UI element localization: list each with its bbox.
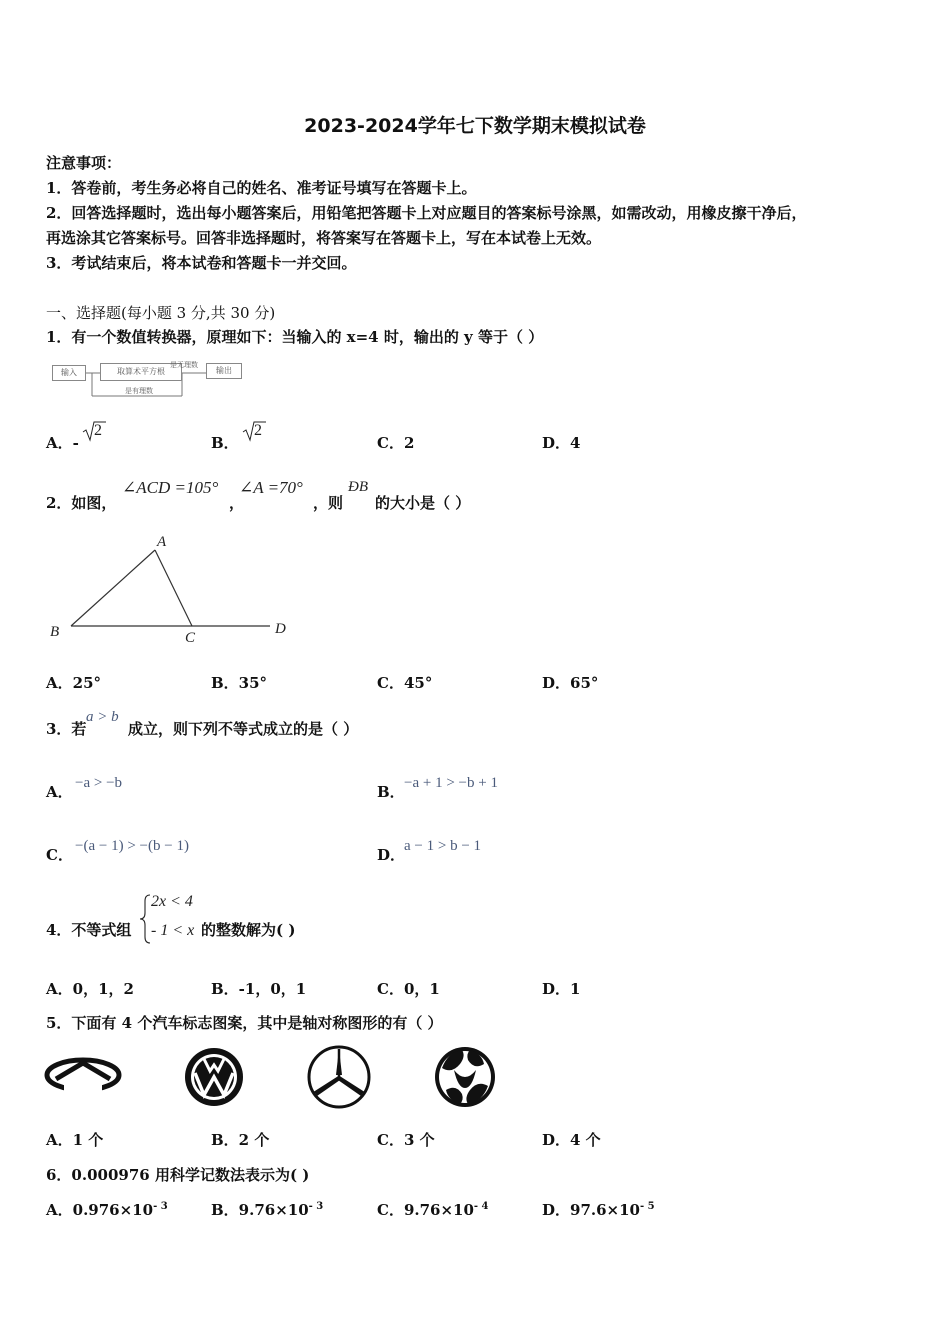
q3-option-b[interactable]: B． <box>377 783 405 801</box>
question-2-prefix: 2．如图， <box>46 494 117 512</box>
q6-option-c-text: C．9.76×10 <box>377 1201 474 1219</box>
flowchart <box>50 358 250 400</box>
q3-condition: a > b <box>86 709 119 725</box>
brace-icon <box>138 893 152 945</box>
q1-option-b[interactable]: B． <box>211 434 239 452</box>
q3-option-d[interactable]: D． <box>377 846 406 864</box>
question-4-suffix: 的整数解为( ) <box>201 921 296 939</box>
triangle-figure <box>45 530 295 650</box>
q3-option-a-expr: −a > −b <box>75 775 123 791</box>
q6-option-a[interactable] <box>46 1199 168 1220</box>
q6-option-b[interactable] <box>211 1199 323 1220</box>
q5-option-a[interactable]: A．1 个 <box>46 1131 104 1149</box>
q6-option-b-text: B．9.76×10 <box>211 1201 309 1219</box>
q1-option-d[interactable]: D．4 <box>542 434 581 452</box>
q4-inequality-2: - 1 < x <box>151 922 195 939</box>
q4-option-b[interactable]: B．-1，0，1 <box>211 980 307 998</box>
question-4-prefix: 4．不等式组 <box>46 921 132 939</box>
notice-item: 2．回答选择题时，选出每小题答案后，用铅笔把答题卡上对应题目的答案标号涂黑，如需改动，用橡皮擦干净后， <box>46 204 807 222</box>
q2-option-c[interactable]: C．45° <box>377 674 433 692</box>
q1-option-a[interactable]: A．- <box>46 434 79 452</box>
notice-item: 再选涂其它答案标号。回答非选择题时，将答案写在答题卡上，写在本试卷上无效。 <box>46 229 602 247</box>
volkswagen-logo-icon <box>182 1045 246 1109</box>
q1-option-a-value: 2 <box>94 422 102 439</box>
q2-target-angle: ÐB <box>348 479 368 495</box>
flow-process-box: 取算术平方根 <box>100 363 182 381</box>
q3-option-d-expr: a − 1 > b − 1 <box>404 838 482 854</box>
point-label-c: C <box>185 630 196 646</box>
q4-option-a[interactable]: A．0，1，2 <box>46 980 134 998</box>
q4-option-d[interactable]: D．1 <box>542 980 581 998</box>
q6-option-a-text: A．0.976×10 <box>46 1201 154 1219</box>
point-label-b: B <box>50 624 60 640</box>
notice-item: 3．考试结束后，将本试卷和答题卡一并交回。 <box>46 254 357 272</box>
flow-input-box: 输入 <box>52 365 86 381</box>
q2-option-d[interactable]: D．65° <box>542 674 599 692</box>
q2-angle-a: ∠A =70° <box>239 478 303 497</box>
q1-option-b-value: 2 <box>254 422 262 439</box>
dongfeng-logo-icon <box>432 1044 498 1110</box>
flow-irrational-label: 是无理数 <box>170 361 198 369</box>
q5-option-d[interactable]: D．4 个 <box>542 1131 601 1149</box>
q2-then: ，则 <box>313 494 344 512</box>
q2-comma: ， <box>229 494 245 512</box>
q5-option-c[interactable]: C．3 个 <box>377 1131 435 1149</box>
point-label-d: D <box>275 621 286 637</box>
notice-heading: 注意事项： <box>46 154 122 172</box>
flow-rational-label: 是有理数 <box>125 387 153 395</box>
mercedes-logo-icon <box>305 1044 373 1110</box>
q4-inequality-1: 2x < 4 <box>151 893 193 910</box>
notice-item: 1．答卷前，考生务必将自己的姓名、准考证号填写在答题卡上。 <box>46 179 477 197</box>
q6-option-c-exponent: - 4 <box>473 1201 489 1212</box>
question-5-stem: 5．下面有 4 个汽车标志图案，其中是轴对称图形的有（ ） <box>46 1014 443 1032</box>
triangle-lines <box>45 530 295 650</box>
question-1-stem: 1．有一个数值转换器，原理如下：当输入的 x=4 时，输出的 y 等于（ ） <box>46 328 544 346</box>
question-2-suffix: 的大小是（ ） <box>375 494 471 512</box>
q2-angle-acd: ∠ACD =105° <box>122 478 219 497</box>
flow-output-box: 输出 <box>206 363 242 379</box>
q4-option-c[interactable]: C．0，1 <box>377 980 440 998</box>
q3-option-c[interactable]: C． <box>46 846 73 864</box>
q3-option-a[interactable]: A． <box>46 783 73 801</box>
q6-option-c[interactable] <box>377 1199 489 1220</box>
q2-option-a[interactable]: A．25° <box>46 674 102 692</box>
question-3-suffix: 成立，则下列不等式成立的是（ ） <box>128 720 359 738</box>
q3-option-b-expr: −a + 1 > −b + 1 <box>404 775 498 791</box>
q6-option-d[interactable] <box>542 1199 655 1220</box>
section-heading: 一、选择题(每小题 3 分,共 30 分) <box>46 304 276 322</box>
question-6-stem: 6．0.000976 用科学记数法表示为( ) <box>46 1166 310 1184</box>
point-label-a: A <box>157 534 167 550</box>
q1-option-c[interactable]: C．2 <box>377 434 415 452</box>
q6-option-a-exponent: - 3 <box>153 1201 168 1212</box>
infiniti-logo-icon <box>44 1055 124 1095</box>
page-title: 2023-2024学年七下数学期末模拟试卷 <box>304 115 646 137</box>
q3-option-c-expr: −(a − 1) > −(b − 1) <box>75 838 189 854</box>
q2-option-b[interactable]: B．35° <box>211 674 268 692</box>
q6-option-b-exponent: - 3 <box>308 1201 324 1212</box>
q6-option-d-exponent: - 5 <box>639 1201 655 1212</box>
q5-option-b[interactable]: B．2 个 <box>211 1131 270 1149</box>
question-3-prefix: 3．若 <box>46 720 87 738</box>
q6-option-d-text: D．97.6×10 <box>542 1201 640 1219</box>
